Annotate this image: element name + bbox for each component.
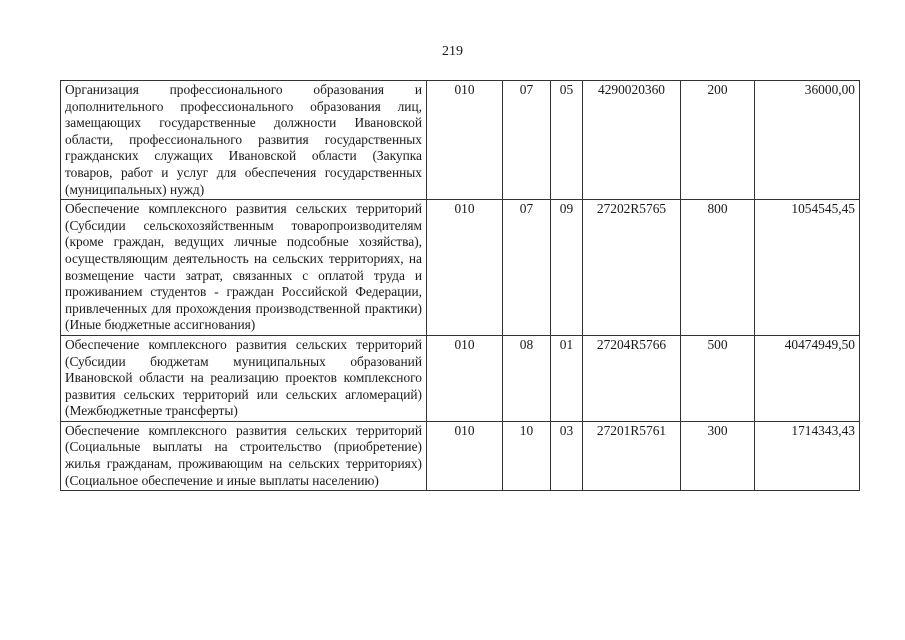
ministry-code: 010 bbox=[427, 335, 503, 421]
amount-value: 1054545,45 bbox=[755, 200, 860, 336]
amount-value: 1714343,43 bbox=[755, 421, 860, 490]
row-description: Организация профессионального образования и дополнительного профессионального образования лиц, замещающих государственные должности Ивановской области, профессионального развития государственных гражданских служащих Ивановской области (Закупка товаров, работ и услуг для обеспечения государственных (муниципальных) нужд) bbox=[61, 81, 427, 200]
expense-type-code: 200 bbox=[681, 81, 755, 200]
table-row bbox=[61, 421, 860, 490]
row-description: Обеспечение комплексного развития сельских территорий (Субсидии бюджетам муниципальных образований Ивановской области на реализацию проектов комплексного развития сельских территорий или сельских агломераций) (Межбюджетные трансферты) bbox=[61, 335, 427, 421]
page-number: 219 bbox=[442, 44, 463, 59]
amount-value: 36000,00 bbox=[755, 81, 860, 200]
subsection-code: 01 bbox=[551, 335, 583, 421]
section-code: 07 bbox=[503, 81, 551, 200]
target-article-code: 4290020360 bbox=[583, 81, 681, 200]
amount-value: 40474949,50 bbox=[755, 335, 860, 421]
subsection-code: 09 bbox=[551, 200, 583, 336]
table-row bbox=[61, 81, 860, 200]
expense-type-code: 300 bbox=[681, 421, 755, 490]
section-code: 10 bbox=[503, 421, 551, 490]
table-row bbox=[61, 200, 860, 336]
subsection-code: 05 bbox=[551, 81, 583, 200]
target-article-code: 27202R5765 bbox=[583, 200, 681, 336]
subsection-code: 03 bbox=[551, 421, 583, 490]
ministry-code: 010 bbox=[427, 81, 503, 200]
row-description: Обеспечение комплексного развития сельских территорий (Социальные выплаты на строительство (приобретение) жилья гражданам, проживающим на сельских территориях) (Социальное обеспечение и иные выплаты населению) bbox=[61, 421, 427, 490]
row-description: Обеспечение комплексного развития сельских территорий (Субсидии сельскохозяйственным товаропроизводителям (кроме граждан, ведущих личные подсобные хозяйства), осуществляющим деятельность на сельских территориях, на возмещение части затрат, связанных с оплатой труда и проживанием студентов - граждан Российской Федерации, привлеченных для прохождения производственной практики) (Иные бюджетные ассигнования) bbox=[61, 200, 427, 336]
ministry-code: 010 bbox=[427, 200, 503, 336]
target-article-code: 27204R5766 bbox=[583, 335, 681, 421]
expense-type-code: 500 bbox=[681, 335, 755, 421]
expense-type-code: 800 bbox=[681, 200, 755, 336]
ministry-code: 010 bbox=[427, 421, 503, 490]
table-row bbox=[61, 335, 860, 421]
section-code: 07 bbox=[503, 200, 551, 336]
budget-table bbox=[60, 80, 860, 491]
section-code: 08 bbox=[503, 335, 551, 421]
target-article-code: 27201R5761 bbox=[583, 421, 681, 490]
